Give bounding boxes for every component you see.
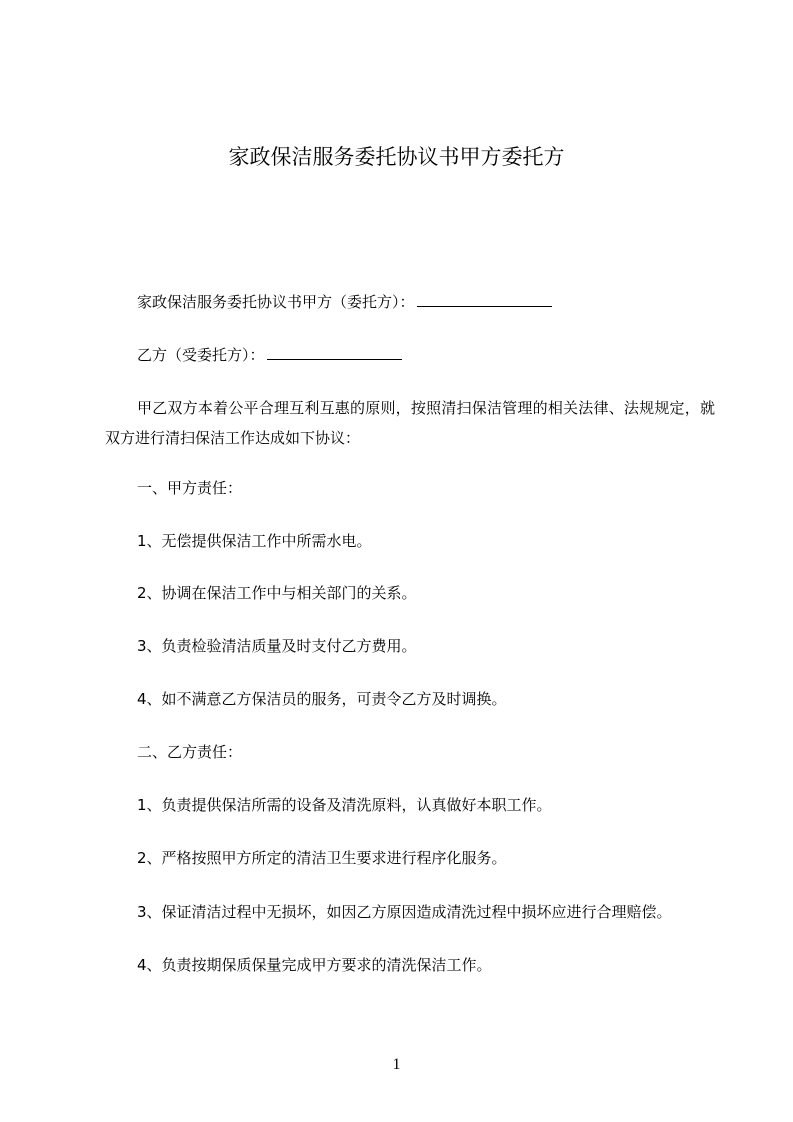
party-a-blank: [417, 290, 552, 307]
section-heading: 一、甲方责任：: [137, 479, 243, 497]
list-item: 1、负责提供保洁所需的设备及清洗原料，认真做好本职工作。: [137, 796, 552, 814]
document-title: 家政保洁服务委托协议书甲方委托方: [228, 145, 565, 169]
list-item: 4、如不满意乙方保洁员的服务，可责令乙方及时调换。: [137, 690, 507, 708]
list-item: 2、严格按照甲方所定的清洁卫生要求进行程序化服务。: [137, 849, 507, 867]
party-b-label: 乙方（受委托方）：: [137, 346, 265, 364]
party-a-line: [137, 290, 552, 314]
party-b-blank: [267, 343, 402, 360]
list-item: 2、协调在保洁工作中与相关部门的关系。: [137, 584, 417, 602]
section-heading: 二、乙方责任：: [137, 743, 243, 761]
intro-paragraph: 甲乙双方本着公平合理互利互惠的原则，按照清扫保洁管理的相关法律、法规规定，就双方进行清扫保洁工作达成如下协议：: [105, 399, 715, 447]
list-item: 3、保证清洁过程中无损坏，如因乙方原因造成清洗过程中损坏应进行合理赔偿。: [137, 903, 672, 921]
party-a-label: 家政保洁服务委托协议书甲方（委托方）：: [137, 293, 415, 311]
list-item: 4、负责按期保质保量完成甲方要求的清洗保洁工作。: [137, 956, 492, 974]
party-b-line: [137, 343, 402, 367]
list-item: 3、负责检验清洁质量及时支付乙方费用。: [137, 637, 417, 655]
page-number: 1: [392, 1056, 401, 1073]
list-item: 1、无偿提供保洁工作中所需水电。: [137, 532, 372, 550]
